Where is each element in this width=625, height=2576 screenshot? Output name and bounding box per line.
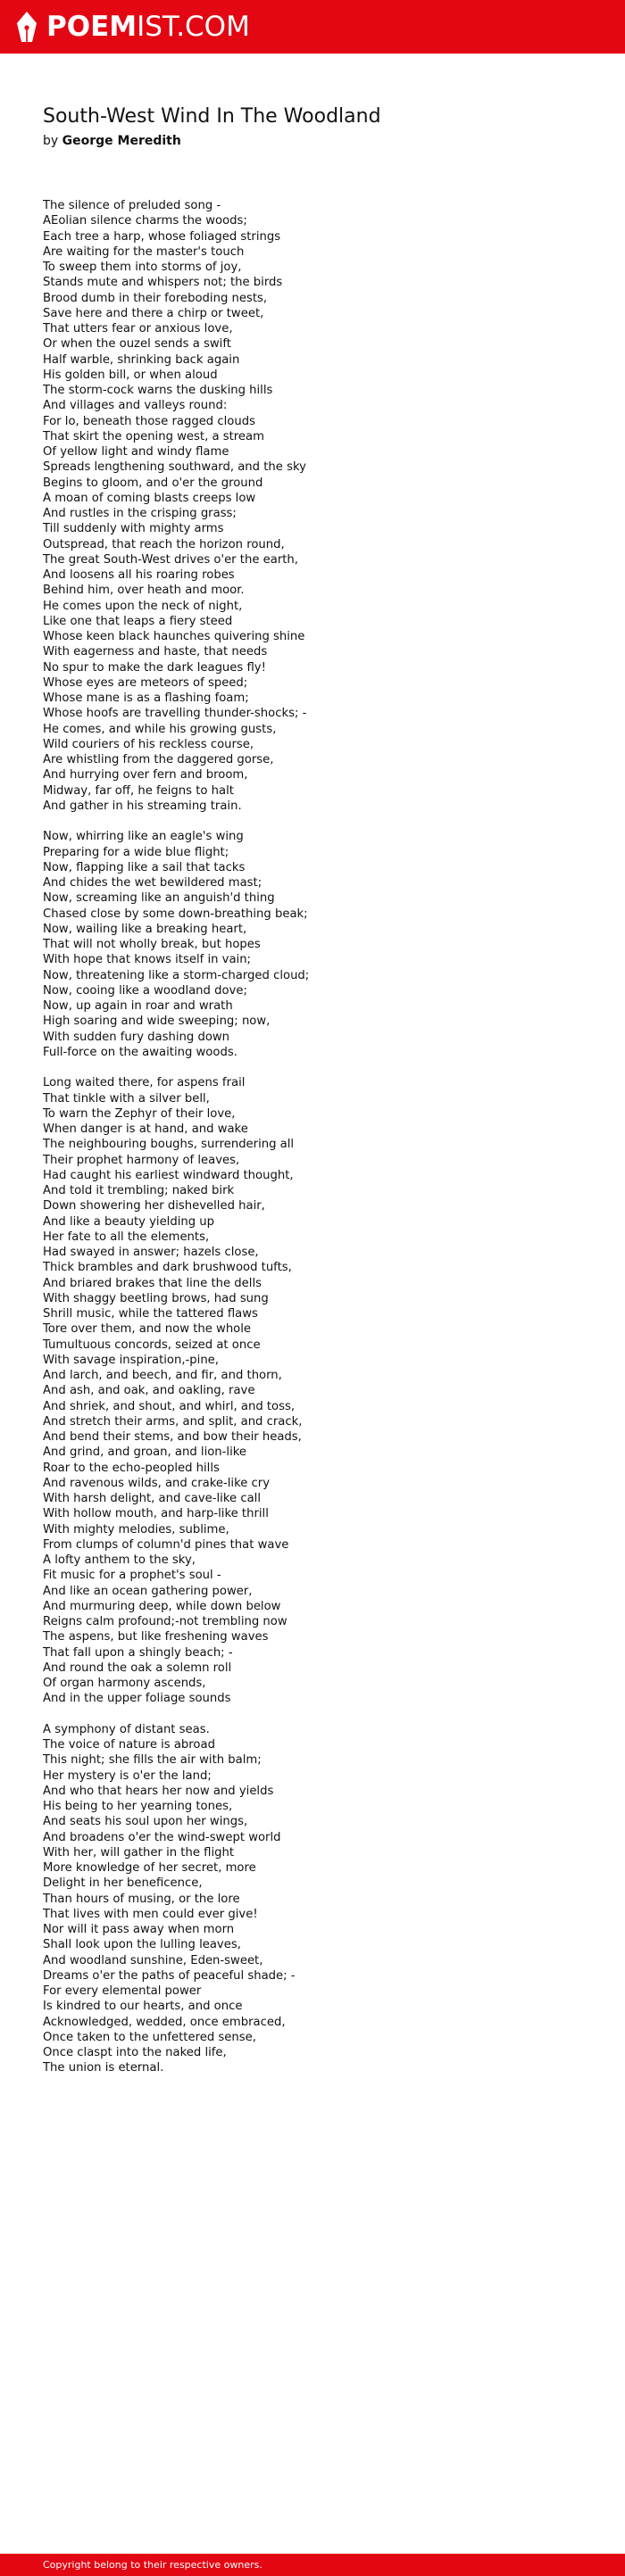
poem-line: And in the upper foliage sounds <box>43 1692 231 1706</box>
poem-stanza <box>43 829 596 1060</box>
poem-line: Preparing for a wide blue flight; <box>43 845 229 859</box>
poem-line: And briared brakes that line the dells <box>43 1276 262 1290</box>
poem-line: Down showering her dishevelled hair, <box>43 1199 265 1213</box>
poem-line: No spur to make the dark leagues fly! <box>43 660 266 675</box>
poem-line: For every elemental power <box>43 1984 202 1998</box>
poem-line: Their prophet harmony of leaves, <box>43 1153 240 1167</box>
poem-line: AEolian silence charms the woods; <box>43 214 247 228</box>
poem-line: More knowledge of her secret, more <box>43 1861 256 1875</box>
poem-line: Full-force on the awaiting woods. <box>43 1045 238 1059</box>
poem-line: And broadens o'er the wind-swept world <box>43 1830 281 1844</box>
poem-line: The aspens, but like freshening waves <box>43 1630 269 1644</box>
poem-line: And stretch their arms, and split, and crack, <box>43 1414 303 1429</box>
poem-line: That tinkle with a silver bell, <box>43 1091 210 1106</box>
poem-line: And rustles in the crisping grass; <box>43 507 237 520</box>
poem-line: From clumps of column'd pines that wave <box>43 1537 289 1552</box>
poem-line: And bend their stems, and bow their heads, <box>43 1430 302 1444</box>
poem-line: With her, will gather in the flight <box>43 1845 235 1860</box>
byline-prefix: by <box>43 134 59 148</box>
poem-line: With eagerness and haste, that needs <box>43 645 268 659</box>
poem-line: And woodland sunshine, Eden-sweet, <box>43 1953 263 1967</box>
copyright-notice: Copyright belong to their respective owners. <box>43 2559 262 2571</box>
poem-line: Now, wailing like a breaking heart, <box>43 922 247 936</box>
site-header <box>0 0 625 54</box>
poem-byline <box>43 134 181 148</box>
poem-line: With savage inspiration,-pine, <box>43 1353 219 1367</box>
poem-line: Once taken to the unfettered sense, <box>43 2030 256 2044</box>
poem-line: Dreams o'er the paths of peaceful shade; - <box>43 1968 296 1983</box>
poem-body <box>43 198 596 2091</box>
poem-line: And shriek, and shout, and whirl, and toss, <box>43 1399 296 1413</box>
poem-line: Till suddenly with mighty arms <box>43 522 224 536</box>
poem-line: High soaring and wide sweeping; now, <box>43 1015 271 1029</box>
poem-line: And hurrying over fern and broom, <box>43 768 248 783</box>
poem-line: Whose keen black haunches quivering shine <box>43 630 305 643</box>
poem-line: The neighbouring boughs, surrendering all <box>43 1138 295 1152</box>
poem-line: The union is eternal. <box>43 2061 164 2075</box>
poem-line: Long waited there, for aspens frail <box>43 1076 246 1090</box>
site-logo-text <box>46 11 250 43</box>
poem-line: Than hours of musing, or the lore <box>43 1892 240 1906</box>
poem-line: He comes upon the neck of night, <box>43 599 243 613</box>
poem-line: That skirt the opening west, a stream <box>43 429 264 443</box>
poem-line: And who that hears her now and yields <box>43 1784 274 1798</box>
poem-line: The voice of nature is abroad <box>43 1738 215 1752</box>
poem-line: The storm-cock warns the dusking hills <box>43 384 273 397</box>
poem-line: And ravenous wilds, and crake-like cry <box>43 1476 271 1490</box>
poem-line: With sudden fury dashing down <box>43 1030 230 1044</box>
poem-line: Wild couriers of his reckless course, <box>43 737 254 751</box>
poem-author[interactable]: George Meredith <box>62 134 181 148</box>
poem-line: That fall upon a shingly beach; - <box>43 1645 233 1660</box>
poem-line: Whose hoofs are travelling thunder-shocks; - <box>43 707 307 721</box>
poem-line: Now, cooing like a woodland dove; <box>43 983 247 998</box>
poem-line: Her fate to all the elements, <box>43 1230 210 1244</box>
poem-line: This night; she fills the air with balm; <box>43 1753 262 1768</box>
poem-line: To warn the Zephyr of their love, <box>43 1106 236 1121</box>
logo-light-text: IST.COM <box>137 11 250 43</box>
poem-line: Reigns calm profound;-not trembling now <box>43 1615 288 1628</box>
poem-line: Stands mute and whispers not; the birds <box>43 276 283 290</box>
poem-line: That lives with men could ever give! <box>43 1907 258 1921</box>
poem-line: He comes, and while his growing gusts, <box>43 722 277 736</box>
poem-line: Of yellow light and windy flame <box>43 445 229 459</box>
poem-line: Begins to gloom, and o'er the ground <box>43 476 263 490</box>
poem-title: South-West Wind In The Woodland <box>43 105 381 128</box>
poem-line: Each tree a harp, whose foliaged strings <box>43 229 281 244</box>
poem-line: Chased close by some down-breathing beak; <box>43 907 308 921</box>
poem-line: His being to her yearning tones, <box>43 1800 233 1813</box>
poem-line: That utters fear or anxious love, <box>43 322 233 335</box>
poem-line: Is kindred to our hearts, and once <box>43 2000 243 2014</box>
poem-line: Spreads lengthening southward, and the sky <box>43 460 306 475</box>
poem-line: And murmuring deep, while down below <box>43 1599 281 1613</box>
poem-line: And grind, and groan, and lion-like <box>43 1445 247 1460</box>
poem-line: And told it trembling; naked birk <box>43 1184 235 1197</box>
logo-bold-text: POEM <box>46 11 138 43</box>
poem-line: Of organ harmony ascends, <box>43 1677 206 1690</box>
poem-line: And larch, and beech, and fir, and thorn, <box>43 1369 282 1382</box>
poem-line: And like a beauty yielding up <box>43 1214 215 1229</box>
poem-line: Are whistling from the daggered gorse, <box>43 753 274 766</box>
poem-line: Nor will it pass away when morn <box>43 1923 235 1936</box>
poem-line: Roar to the echo-peopled hills <box>43 1461 220 1475</box>
poem-line: Whose mane is as a flashing foam; <box>43 692 249 705</box>
poem-line: Like one that leaps a fiery steed <box>43 614 233 628</box>
poem-line: Brood dumb in their foreboding nests, <box>43 291 268 305</box>
poem-line: Delight in her beneficence, <box>43 1876 203 1891</box>
poem-line: The great South-West drives o'er the earth, <box>43 552 298 567</box>
poem-line: Had swayed in answer; hazels close, <box>43 1246 259 1259</box>
poem-line: Whose eyes are meteors of speed; <box>43 675 248 690</box>
site-footer <box>0 2554 625 2576</box>
poem-line: A symphony of distant seas. <box>43 1722 210 1736</box>
poem-line: Now, screaming like an anguish'd thing <box>43 891 275 906</box>
poem-line: And gather in his streaming train. <box>43 799 242 813</box>
poem-line: Are waiting for the master's touch <box>43 244 245 259</box>
poem-line: Tore over them, and now the whole <box>43 1322 252 1337</box>
poem-line: With hope that knows itself in vain; <box>43 953 252 967</box>
poem-line: Now, threatening like a storm-charged cloud; <box>43 968 310 982</box>
pen-nib-icon <box>16 11 38 43</box>
poem-line: Once claspt into the naked life, <box>43 2046 227 2059</box>
poem-line: Shall look upon the lulling leaves, <box>43 1938 241 1952</box>
poem-line: And villages and valleys round: <box>43 399 228 413</box>
site-logo[interactable] <box>16 11 250 43</box>
poem-line: And like an ocean gathering power, <box>43 1584 253 1598</box>
poem-line: Her mystery is o'er the land; <box>43 1768 212 1783</box>
poem-line: Tumultuous concords, seized at once <box>43 1338 261 1352</box>
poem-line: With hollow mouth, and harp-like thrill <box>43 1507 269 1521</box>
poem-line: And loosens all his roaring robes <box>43 568 235 582</box>
poem-line: Behind him, over heath and moor. <box>43 584 245 598</box>
poem-line: Half warble, shrinking back again <box>43 352 240 367</box>
poem-line: The silence of preluded song - <box>43 199 221 212</box>
poem-line: When danger is at hand, and wake <box>43 1122 248 1136</box>
poem-line: Midway, far off, he feigns to halt <box>43 783 234 798</box>
poem-line: Save here and there a chirp or tweet, <box>43 306 264 320</box>
poem-line: Shrill music, while the tattered flaws <box>43 1307 258 1321</box>
poem-line: Had caught his earliest windward thought, <box>43 1168 294 1182</box>
poem-line: Now, flapping like a sail that tacks <box>43 860 246 874</box>
poem-line: With harsh delight, and cave-like call <box>43 1492 261 1505</box>
poem-line: Fit music for a prophet's soul - <box>43 1569 221 1583</box>
poem-line: With mighty melodies, sublime, <box>43 1522 229 1536</box>
poem-line: Now, whirring like an eagle's wing <box>43 830 244 844</box>
poem-line: And chides the wet bewildered mast; <box>43 876 262 890</box>
poem-line: And seats his soul upon her wings, <box>43 1815 248 1829</box>
poem-line: For lo, beneath those ragged clouds <box>43 414 255 428</box>
poem-line: To sweep them into storms of joy, <box>43 261 242 274</box>
poem-line: Or when the ouzel sends a swift <box>43 337 231 352</box>
poem-line: A moan of coming blasts creeps low <box>43 491 256 505</box>
poem-line: With shaggy beetling brows, had sung <box>43 1291 269 1305</box>
poem-line: Outspread, that reach the horizon round, <box>43 537 285 551</box>
poem-line: Thick brambles and dark brushwood tufts, <box>43 1261 292 1275</box>
poem-line: Now, up again in roar and wrath <box>43 999 233 1013</box>
poem-line: And round the oak a solemn roll <box>43 1661 232 1675</box>
poem-stanza <box>43 1075 596 1706</box>
poem-line: And ash, and oak, and oakling, rave <box>43 1384 255 1398</box>
poem-line: Acknowledged, wedded, once embraced, <box>43 2015 286 2029</box>
poem-line: A lofty anthem to the sky, <box>43 1553 196 1567</box>
poem-line: That will not wholly break, but hopes <box>43 938 261 951</box>
poem-line: His golden bill, or when aloud <box>43 368 218 382</box>
poem-stanza <box>43 198 596 814</box>
poem-stanza <box>43 1722 596 2076</box>
